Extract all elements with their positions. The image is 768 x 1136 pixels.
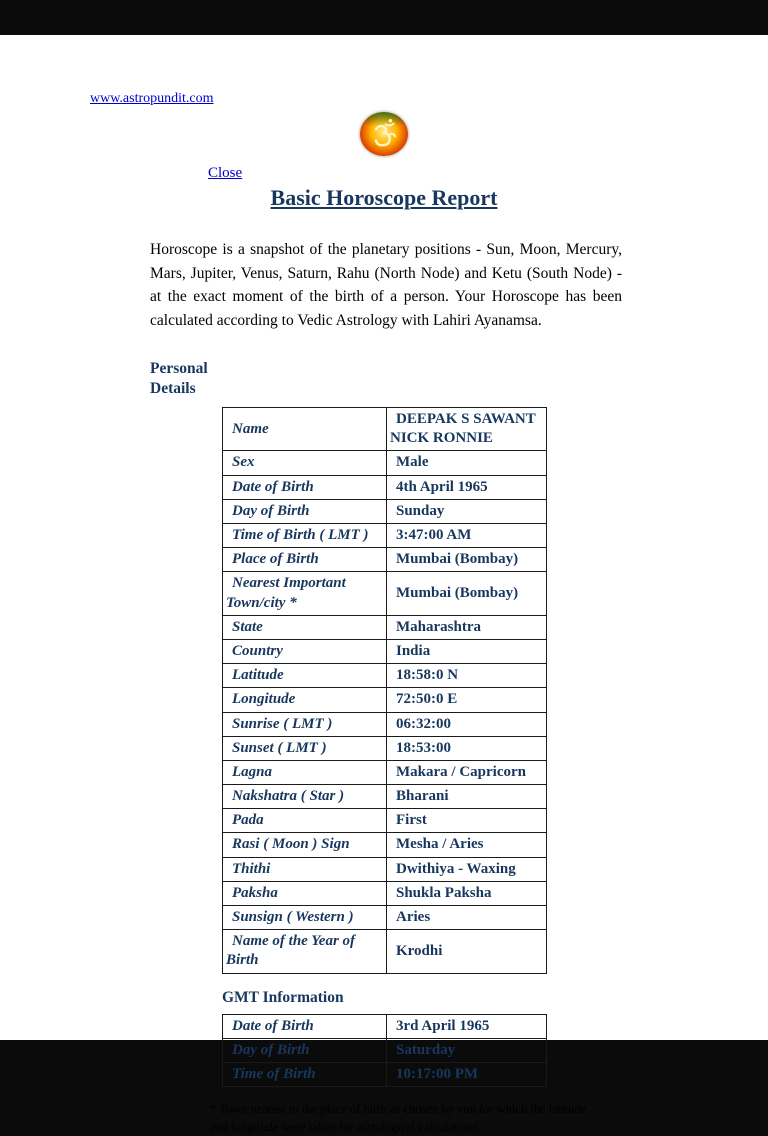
report-page xyxy=(0,35,768,1135)
field-value: 18:53:00 xyxy=(387,736,547,760)
field-label: Sunrise ( LMT ) xyxy=(223,712,387,736)
intro-paragraph: Horoscope is a snapshot of the planetary positions - Sun, Moon, Mercury, Mars, Jupiter, Venus, Saturn, Rahu (North Node) and Ketu (South Node) - at the exact moment of the birth of a person. Your Horoscope has been calculated according to Vedic Astrology with Lahiri Ayanamsa. xyxy=(150,241,622,330)
field-value: Mesha / Aries xyxy=(387,833,547,857)
table-row xyxy=(223,475,547,499)
table-row xyxy=(223,1014,547,1038)
table-row xyxy=(223,548,547,572)
gmt-information-table xyxy=(222,1014,547,1088)
table-row xyxy=(223,712,547,736)
field-label: Lagna xyxy=(223,760,387,784)
table-row xyxy=(223,930,547,973)
field-label: Sex xyxy=(223,451,387,475)
gmt-information-heading: GMT Information xyxy=(222,988,344,1006)
table-row xyxy=(223,1062,547,1086)
field-label: Nearest Important Town/city * xyxy=(223,572,387,615)
table-row xyxy=(223,833,547,857)
field-label: Country xyxy=(223,639,387,663)
field-label: Place of Birth xyxy=(223,548,387,572)
field-value: First xyxy=(387,809,547,833)
field-label: Date of Birth xyxy=(223,1014,387,1038)
field-label: Day of Birth xyxy=(223,1038,387,1062)
footnote: * Town nearest to the place of birth as chosen by you for which the latitude and longitude were taken for astrological calculations. xyxy=(210,1102,587,1135)
field-label: Date of Birth xyxy=(223,475,387,499)
field-value: Sunday xyxy=(387,499,547,523)
field-value: Shukla Paksha xyxy=(387,881,547,905)
field-label: State xyxy=(223,615,387,639)
field-label: Longitude xyxy=(223,688,387,712)
table-row xyxy=(223,615,547,639)
field-value: Saturday xyxy=(387,1038,547,1062)
field-value: Dwithiya - Waxing xyxy=(387,857,547,881)
field-label: Name of the Year of Birth xyxy=(223,930,387,973)
page-title: Basic Horoscope Report xyxy=(270,185,498,210)
om-icon xyxy=(360,112,408,156)
field-value: India xyxy=(387,639,547,663)
field-value: Bharani xyxy=(387,785,547,809)
table-row xyxy=(223,906,547,930)
table-row xyxy=(223,736,547,760)
field-label: Nakshatra ( Star ) xyxy=(223,785,387,809)
table-row xyxy=(223,857,547,881)
field-value: Aries xyxy=(387,906,547,930)
field-value: 3rd April 1965 xyxy=(387,1014,547,1038)
field-value: 18:58:0 N xyxy=(387,664,547,688)
field-label: Thithi xyxy=(223,857,387,881)
field-value: 06:32:00 xyxy=(387,712,547,736)
field-label: Time of Birth xyxy=(223,1062,387,1086)
field-value: 72:50:0 E xyxy=(387,688,547,712)
table-row xyxy=(223,881,547,905)
field-label: Sunsign ( Western ) xyxy=(223,906,387,930)
table-row xyxy=(223,499,547,523)
field-label: Latitude xyxy=(223,664,387,688)
logo-row xyxy=(0,112,768,156)
table-row xyxy=(223,451,547,475)
table-row xyxy=(223,572,547,615)
table-row xyxy=(223,524,547,548)
field-label: Name xyxy=(223,408,387,451)
field-label: Day of Birth xyxy=(223,499,387,523)
personal-details-table xyxy=(222,407,547,974)
field-label: Time of Birth ( LMT ) xyxy=(223,524,387,548)
table-row xyxy=(223,664,547,688)
field-value: Krodhi xyxy=(387,930,547,973)
personal-details-heading: Personal Details xyxy=(150,359,208,397)
field-label: Pada xyxy=(223,809,387,833)
field-value: Makara / Capricorn xyxy=(387,760,547,784)
field-label: Rasi ( Moon ) Sign xyxy=(223,833,387,857)
table-row xyxy=(223,760,547,784)
field-value: 10:17:00 PM xyxy=(387,1062,547,1086)
table-row xyxy=(223,1038,547,1062)
field-label: Paksha xyxy=(223,881,387,905)
site-link[interactable]: www.astropundit.com xyxy=(90,91,214,106)
table-row xyxy=(223,809,547,833)
close-link[interactable]: Close xyxy=(208,165,243,181)
field-value: Mumbai (Bombay) xyxy=(387,572,547,615)
field-value: Mumbai (Bombay) xyxy=(387,548,547,572)
field-value: 3:47:00 AM xyxy=(387,524,547,548)
field-value: DEEPAK S SAWANT NICK RONNIE xyxy=(387,408,547,451)
table-row xyxy=(223,408,547,451)
field-value: 4th April 1965 xyxy=(387,475,547,499)
table-row xyxy=(223,785,547,809)
table-row xyxy=(223,688,547,712)
table-row xyxy=(223,639,547,663)
field-value: Maharashtra xyxy=(387,615,547,639)
field-label: Sunset ( LMT ) xyxy=(223,736,387,760)
field-value: Male xyxy=(387,451,547,475)
